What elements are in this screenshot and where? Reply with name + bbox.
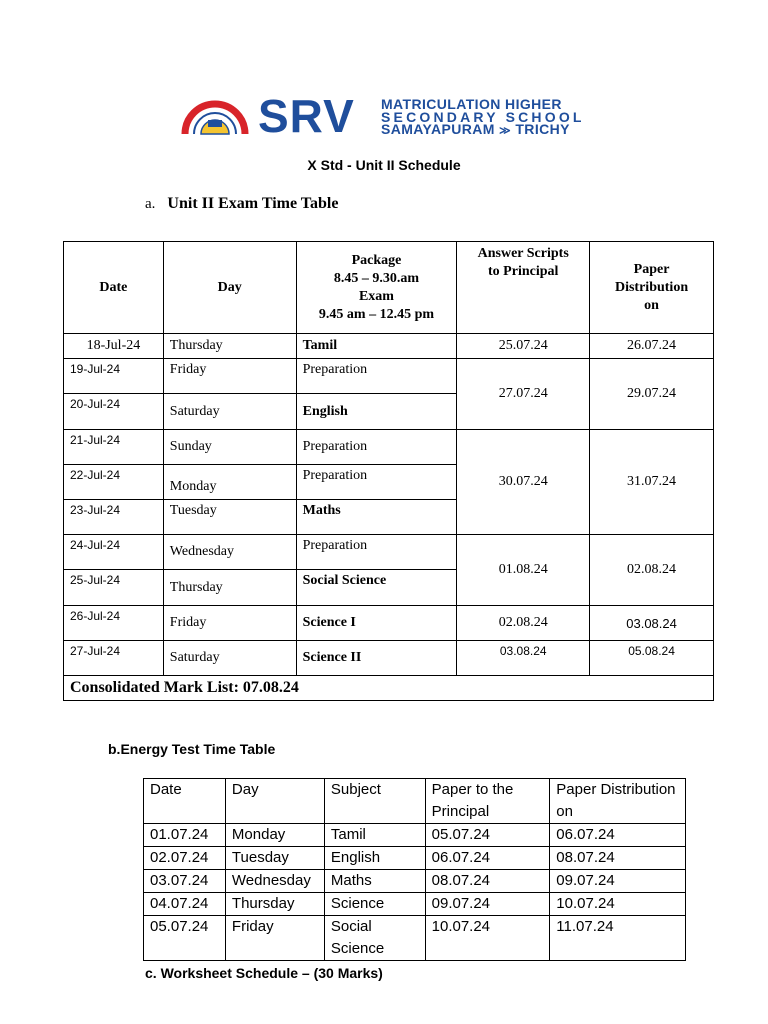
row-date: 25-Jul-24 — [64, 570, 164, 606]
row-answer-scripts: 03.08.24 — [457, 641, 590, 676]
row-date: 04.07.24 — [144, 893, 226, 916]
table-row — [64, 641, 714, 676]
logo-line-1: MATRICULATION HIGHER — [381, 96, 562, 112]
section-b-title: b.Energy Test Time Table — [108, 741, 276, 757]
row-paper-distribution: 10.07.24 — [550, 893, 686, 916]
exam-time-table — [63, 241, 714, 701]
table-row — [64, 359, 714, 394]
header-dist-line-1: Paper — [633, 261, 670, 277]
row-paper-distribution: 06.07.24 — [550, 824, 686, 847]
row-date: 27-Jul-24 — [64, 641, 164, 676]
row-day: Friday — [163, 359, 296, 394]
header-answer-scripts — [457, 242, 590, 334]
row-date: 05.07.24 — [144, 916, 226, 961]
row-paper-distribution: 26.07.24 — [590, 334, 714, 359]
row-date: 01.07.24 — [144, 824, 226, 847]
row-paper-to-principal: 08.07.24 — [425, 870, 550, 893]
header-paper-distribution — [590, 242, 714, 334]
table-row — [64, 535, 714, 570]
row-subject: Maths — [296, 500, 457, 535]
row-day: Wednesday — [163, 535, 296, 570]
header-day: Day — [225, 779, 324, 824]
consolidated-row — [64, 676, 714, 701]
table-header-row — [64, 242, 714, 334]
page-title: X Std - Unit II Schedule — [307, 157, 461, 173]
row-paper-distribution: 08.07.24 — [550, 847, 686, 870]
row-subject: Preparation — [296, 359, 457, 394]
row-paper-to-principal: 05.07.24 — [425, 824, 550, 847]
row-date: 24-Jul-24 — [64, 535, 164, 570]
row-day: Wednesday — [225, 870, 324, 893]
row-subject: Social Science — [296, 570, 457, 606]
row-paper-to-principal: 10.07.24 — [425, 916, 550, 961]
row-subject: Preparation — [296, 465, 457, 500]
header-dist-line-2: Distribution — [614, 279, 689, 295]
row-subject: Tamil — [324, 824, 425, 847]
row-answer-scripts: 25.07.24 — [457, 334, 590, 359]
row-day: Friday — [225, 916, 324, 961]
logo-school-name — [381, 98, 585, 138]
row-day: Saturday — [163, 641, 296, 676]
row-date: 03.07.24 — [144, 870, 226, 893]
row-date: 18-Jul-24 — [64, 334, 164, 359]
row-day: Thursday — [225, 893, 324, 916]
section-a-label: a. — [145, 196, 156, 212]
row-date: 19-Jul-24 — [64, 359, 164, 394]
table-row — [144, 847, 686, 870]
row-day: Monday — [163, 465, 296, 500]
header-subject: Subject — [324, 779, 425, 824]
row-subject: Preparation — [296, 430, 457, 465]
logo-line-3 — [381, 123, 585, 138]
header-date: Date — [64, 242, 164, 334]
row-date: 02.07.24 — [144, 847, 226, 870]
row-subject: Science I — [296, 606, 457, 641]
logo-line-2: SECONDARY SCHOOL — [381, 108, 585, 125]
logo-line-3-town: SAMAYAPURAM — [381, 121, 495, 137]
header-paper-distribution: Paper Distribution on — [550, 779, 686, 824]
row-paper-distribution: 29.07.24 — [590, 359, 714, 430]
header-package-time: 8.45 – 9.30.am — [333, 270, 420, 286]
header-dist-line-3: on — [644, 297, 659, 313]
row-answer-scripts: 27.07.24 — [457, 359, 590, 430]
row-subject: English — [324, 847, 425, 870]
consolidated-mark-list: Consolidated Mark List: 07.08.24 — [64, 676, 714, 701]
table-header-row — [144, 779, 686, 824]
header-day: Day — [163, 242, 296, 334]
row-answer-scripts: 01.08.24 — [457, 535, 590, 606]
arrow-icon: ≫ — [499, 125, 512, 137]
row-subject: English — [296, 394, 457, 430]
row-day: Monday — [225, 824, 324, 847]
row-day: Saturday — [163, 394, 296, 430]
header-exam-time: 9.45 am – 12.45 pm — [318, 306, 435, 322]
header-package-exam — [296, 242, 457, 334]
logo-line-3-city: TRICHY — [515, 121, 570, 137]
row-paper-distribution: 03.08.24 — [590, 606, 714, 641]
header-scripts-line-2: to Principal — [488, 264, 559, 279]
row-date: 23-Jul-24 — [64, 500, 164, 535]
table-row — [64, 334, 714, 359]
row-paper-distribution: 31.07.24 — [590, 430, 714, 535]
row-answer-scripts: 02.08.24 — [457, 606, 590, 641]
school-logo — [181, 90, 621, 142]
row-paper-distribution: 02.08.24 — [590, 535, 714, 606]
row-date: 26-Jul-24 — [64, 606, 164, 641]
row-day: Thursday — [163, 334, 296, 359]
header-date: Date — [144, 779, 226, 824]
table-row — [144, 916, 686, 961]
row-date: 21-Jul-24 — [64, 430, 164, 465]
table-row — [144, 893, 686, 916]
header-paper-to-principal: Paper to the Principal — [425, 779, 550, 824]
row-paper-distribution: 05.08.24 — [590, 641, 714, 676]
row-subject: Social Science — [324, 916, 425, 961]
table-row — [144, 824, 686, 847]
row-paper-distribution: 09.07.24 — [550, 870, 686, 893]
table-row — [64, 606, 714, 641]
row-date: 20-Jul-24 — [64, 394, 164, 430]
row-day: Tuesday — [225, 847, 324, 870]
row-day: Tuesday — [163, 500, 296, 535]
header-package: Package — [351, 252, 402, 268]
table-row — [144, 870, 686, 893]
header-scripts-line-1: Answer Scripts — [477, 246, 569, 261]
row-day: Friday — [163, 606, 296, 641]
row-paper-distribution: 11.07.24 — [550, 916, 686, 961]
school-emblem-icon — [181, 96, 249, 136]
row-subject: Science — [324, 893, 425, 916]
header-exam: Exam — [358, 288, 394, 304]
logo-brand: SRV — [258, 90, 355, 142]
row-subject: Maths — [324, 870, 425, 893]
row-answer-scripts: 30.07.24 — [457, 430, 590, 535]
row-subject: Tamil — [296, 334, 457, 359]
row-paper-to-principal: 09.07.24 — [425, 893, 550, 916]
row-date: 22-Jul-24 — [64, 465, 164, 500]
energy-test-table — [143, 778, 686, 961]
section-c-title: c. Worksheet Schedule – (30 Marks) — [145, 965, 383, 981]
row-day: Thursday — [163, 570, 296, 606]
row-paper-to-principal: 06.07.24 — [425, 847, 550, 870]
section-a-title: Unit II Exam Time Table — [167, 195, 339, 212]
section-a-heading — [145, 195, 338, 213]
table-row — [64, 430, 714, 465]
row-subject: Science II — [296, 641, 457, 676]
row-day: Sunday — [163, 430, 296, 465]
row-subject: Preparation — [296, 535, 457, 570]
